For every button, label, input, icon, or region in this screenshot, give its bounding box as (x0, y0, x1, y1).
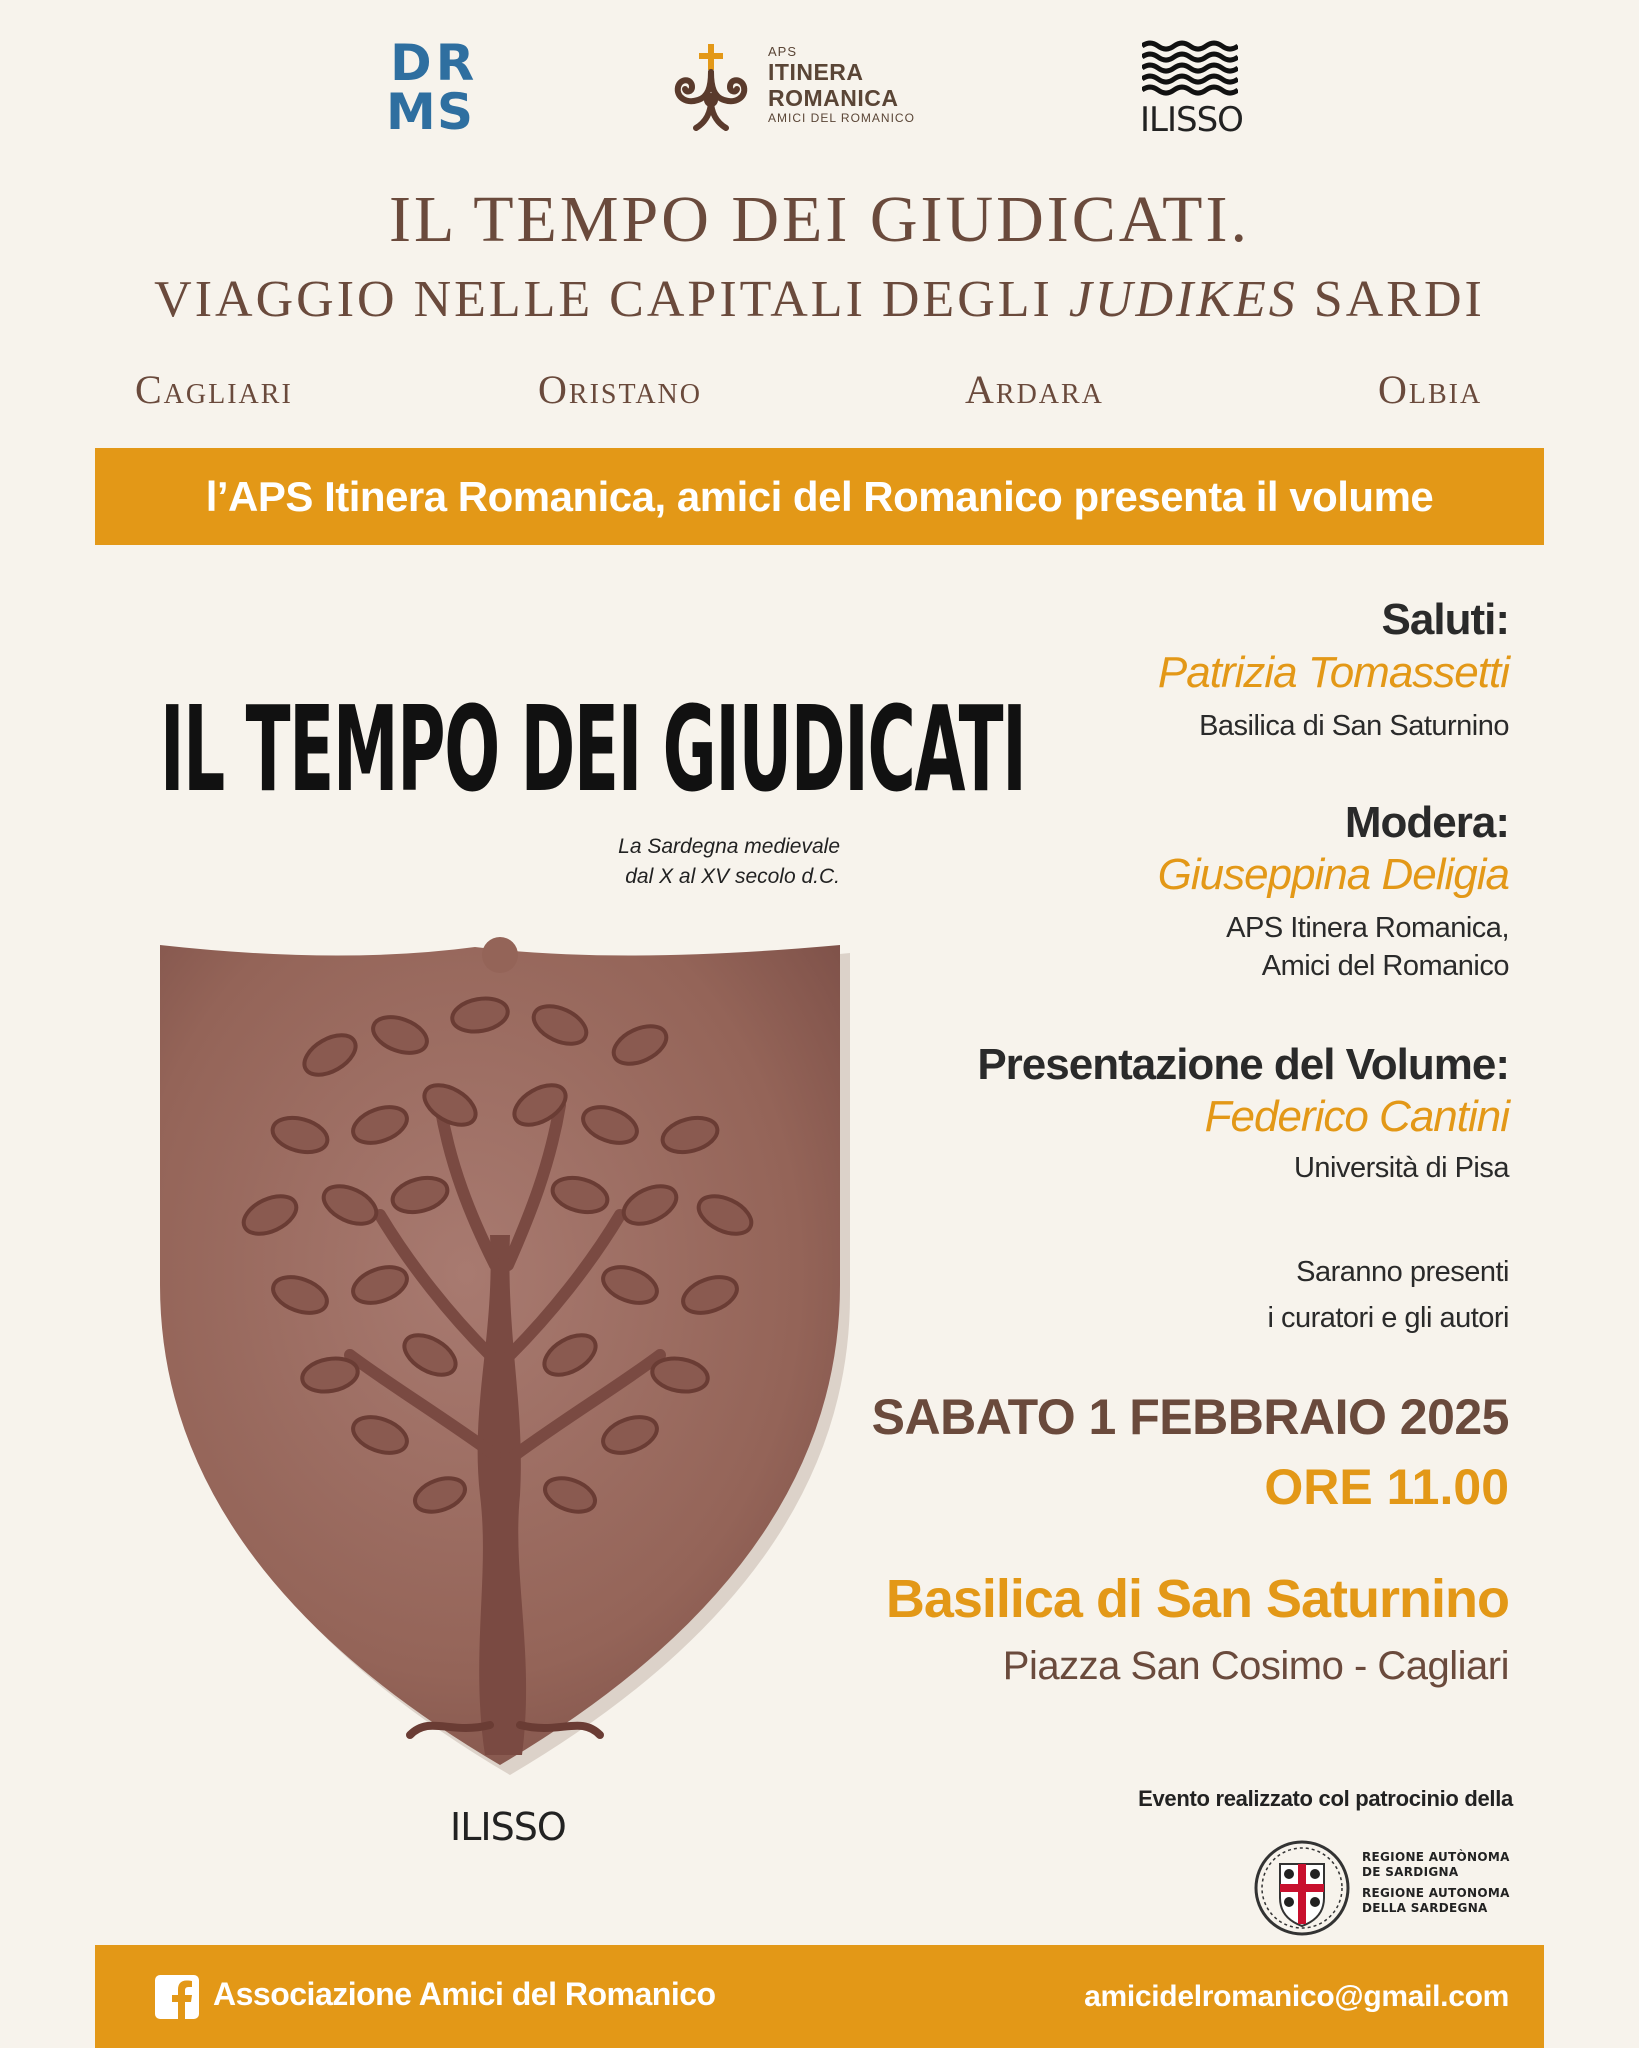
modera-label: Modera: (1344, 798, 1509, 847)
facebook-page-link[interactable]: Associazione Amici del Romanico (213, 1976, 716, 2012)
saluti-label: Saluti: (1381, 595, 1509, 644)
patronage-text: Evento realizzato col patrocinio della (1138, 1786, 1513, 1811)
waves-icon (1142, 40, 1238, 98)
modera-name: Giuseppina Deligia (1157, 850, 1509, 899)
city-oristano: Oristano (538, 367, 702, 412)
facebook-icon[interactable] (155, 1975, 199, 2019)
regione-sardegna-logo (1252, 1838, 1522, 1938)
city-ardara: Ardara (965, 367, 1104, 412)
presentazione-name: Federico Cantini (1204, 1092, 1509, 1141)
saluti-affiliation: Basilica di San Saturnino (1199, 710, 1509, 742)
drms-letter: M (386, 83, 436, 141)
region-name-sardinian: REGIONE AUTÒNOMA (1362, 1850, 1510, 1864)
region-name-italian: REGIONE AUTONOMA (1362, 1886, 1510, 1900)
presentation-banner: l’APS Itinera Romanica, amici del Romanico presenta il volume (95, 448, 1544, 545)
itinera-word: ITINERA (768, 59, 864, 85)
subtitle-part: SARDI (1297, 271, 1485, 328)
attendees-note: Saranno presenti (1296, 1256, 1509, 1288)
contact-email-link[interactable]: amicidelromanico@gmail.com (1084, 1980, 1509, 2013)
drms-letter: D (390, 34, 432, 92)
region-name-italian: DELLA SARDEGNA (1362, 1901, 1488, 1915)
subtitle-part: VIAGGIO NELLE CAPITALI DEGLI (154, 271, 1069, 328)
sardinia-coat-of-arms-icon (1252, 1838, 1352, 1938)
event-date: SABATO 1 FEBBRAIO 2025 (871, 1389, 1509, 1445)
city-cagliari: Cagliari (135, 367, 293, 412)
modera-affiliation: Amici del Romanico (1261, 950, 1509, 982)
itinera-romanica-logo (668, 42, 938, 137)
romanica-word: ROMANICA (768, 85, 899, 111)
tree-shield-image (150, 935, 860, 1775)
region-name-sardinian: DE SARDIGNA (1362, 1865, 1459, 1879)
ilisso-wordmark: ILISSO (1140, 100, 1243, 140)
drms-letter: S (437, 83, 474, 141)
event-subtitle (0, 270, 1639, 329)
presentazione-affiliation: Università di Pisa (1293, 1152, 1509, 1184)
book-publisher: ILISSO (450, 1805, 566, 1849)
itinera-aps: APS (768, 44, 798, 59)
itinera-tagline: AMICI DEL ROMANICO (768, 111, 915, 125)
book-title: IL TEMPO DEI GIUDICATI (160, 680, 1026, 818)
drms-letter: R (435, 34, 475, 92)
city-olbia: Olbia (1378, 367, 1483, 412)
itinera-ornament-icon (668, 42, 763, 137)
saluti-name: Patrizia Tomassetti (1157, 648, 1509, 697)
event-address: Piazza San Cosimo - Cagliari (1002, 1644, 1509, 1688)
attendees-note: i curatori e gli autori (1267, 1302, 1509, 1334)
presentazione-label: Presentazione del Volume: (977, 1040, 1509, 1089)
subtitle-italic-word: JUDIKES (1068, 271, 1298, 328)
drms-logo (386, 34, 475, 141)
book-subtitle-line: dal X al XV secolo d.C. (625, 865, 840, 888)
event-title: IL TEMPO DEI GIUDICATI. (389, 183, 1250, 256)
event-time: ORE 11.00 (1264, 1459, 1509, 1515)
book-subtitle-line: La Sardegna medievale (618, 835, 840, 858)
ilisso-logo (1140, 40, 1243, 140)
event-venue: Basilica di San Saturnino (885, 1569, 1509, 1629)
modera-affiliation: APS Itinera Romanica, (1226, 912, 1509, 944)
book-subtitle (520, 832, 840, 892)
